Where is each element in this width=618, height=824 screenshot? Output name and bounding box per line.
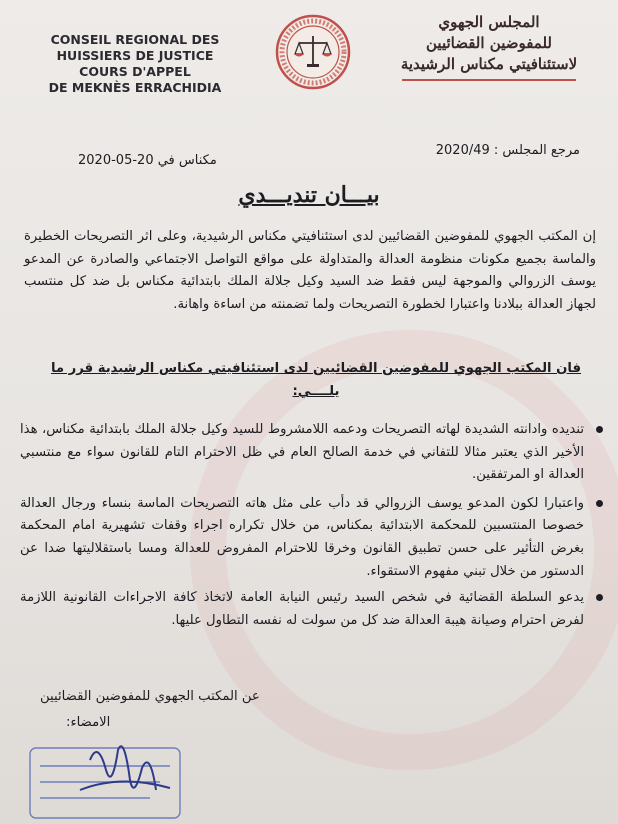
header-arabic-line: لاستئنافيتي مكناس الرشيدية [400,55,578,73]
header-arabic [394,12,584,81]
reference-number: مرجع المجلس : 2020/49 [435,143,580,158]
point-text: واعتبارا لكون المدعو يوسف الزروالي قد دأب على مثل هاته التصريحات الماسة بنساء ورجال العدالة خصوصا المنتسبين للمحكمة الابتدائية بمكناس، من خلال تكراره اجراء وقفات تشهيرية امام المحكمة بغرض التأثير على حسن تطبيق القانون وخرقا للاحترام المفروض للعدالة ومسا باستقلاليتها ضدا عن الدستور من خلال تبني مفهوم الاستقواء. [20,495,584,579]
header-french [40,32,230,96]
header-arabic-line: للمفوضين القضائيين [426,34,552,52]
header-french-line: COURS D'APPEL [79,64,191,79]
intro-paragraph: إن المكتب الجهوي للمفوضين القضائيين لدى استئنافيتي مكناس الرشيدية، وعلى اثر التصريحات الخطيرة والماسة بجميع مكونات منظومة العدالة والمتداولة على مواقع التواصل الاجتماعي والصادرة عن المدعو يوسف الزروالي والموجهة ليس فقط ضد السيد وكيل جلالة الملك بابتدائية مكناس بل ضد كل منتسب لجهاز العدالة ببلادنا واعتبارا لخطورة التصريحات ولما تضمنته من اساءة واهانة. [24,229,596,312]
point-text: يدعو السلطة القضائية في شخص السيد رئيس النيابة العامة لاتخاذ كافة الاجراءات القانونية اللازمة لفرض احترام وصيانة هيبة العدالة ضد كل من سولت له نفسه التطاول عليها. [20,590,584,628]
points-list [20,419,606,632]
decision-heading: فان المكتب الجهوي للمفوضين القضائيين لدى استئنافيتي مكناس الرشيدية قرر ما يلــــي: [50,361,582,399]
date-line: مكناس في 20-05-2020 [78,153,217,168]
signature-office-line: عن المكتب الجهوي للمفوضين القضائيين [40,689,260,704]
document-title: بيـــان تنديـــدي [238,182,380,208]
signature-label: الامضاء: [66,715,111,730]
scales-of-justice-seal-icon [275,14,351,90]
header-french-line: HUISSIERS DE JUSTICE [56,48,214,63]
list-item [20,493,584,583]
list-item [20,587,584,632]
bullet-icon [596,426,603,433]
header-arabic-line: المجلس الجهوي [438,13,540,31]
list-item [20,419,584,487]
header-french-line: DE MEKNÈS ERRACHIDIA [48,80,222,95]
bullet-icon [596,500,603,507]
header-french-line: CONSEIL REGIONAL DES [50,32,220,47]
point-text: تنديده وادانته الشديدة لهاته التصريحات ودعمه اللامشروط للسيد وكيل جلالة الملك بابتدائية مكناس، هذا الأخير الذي يعتبر مثالا للتفاني في خدمة الصالح العام في ظل الاحترام التام للقانون سواء مع منتسبي العدالة او المرتفقين. [20,422,584,483]
bullet-icon [596,594,603,601]
blue-stamp-with-signature-icon [20,730,220,824]
header-underline [402,79,576,81]
